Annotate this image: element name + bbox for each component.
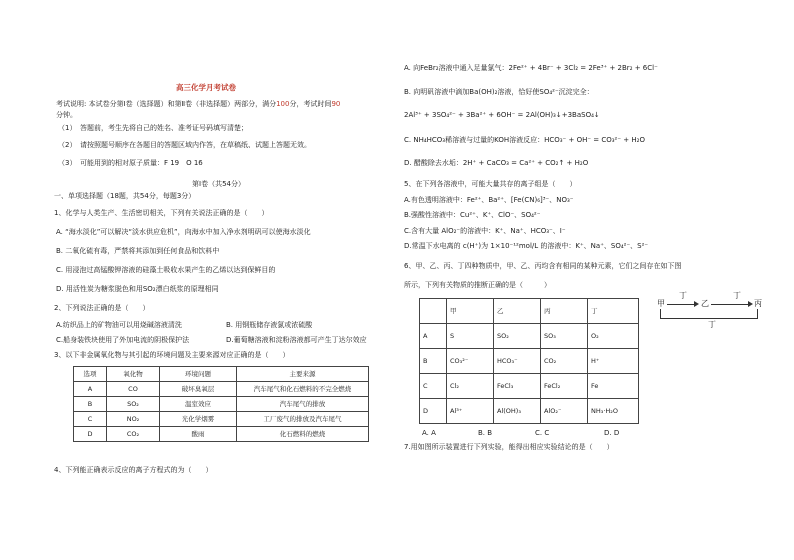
question-6-option-c: C. C	[535, 429, 550, 437]
arrow-bing-jia-bottom	[660, 318, 757, 319]
table-cell: A	[74, 382, 107, 397]
table-row	[74, 427, 369, 442]
note-3: （3） 可能用到的相对原子质量：F 19 O 16	[58, 159, 203, 167]
option-text: 沉淀完全：	[558, 88, 594, 96]
table-header-cell: 环境问题	[160, 367, 237, 382]
question-2-option-b: B. 用钢瓶储存液氯或浓硫酸	[226, 321, 313, 329]
table-cell: D	[420, 399, 447, 424]
question-5: 5、在下列各溶液中，可能大量共存的离子组是（ ）	[404, 180, 577, 188]
table-row	[420, 324, 639, 349]
table-row	[74, 382, 369, 397]
question-4-option-d: D. 醋酸除去水垢：2H⁺ + CaCO₃ = Ca²⁺ + CO₂↑ + H₂O	[404, 159, 589, 167]
question-1-option-a: A. “海水淡化”可以解决“淡水供应危机”，向海水中加入净水剂明矾可以使海水淡化	[56, 228, 311, 236]
table-header-cell: 主要来源	[237, 367, 369, 382]
table-row	[420, 399, 639, 424]
arrowhead-icon	[748, 301, 753, 307]
exam-intro-line1	[56, 100, 340, 109]
question-5-option-d: D.常温下水电离的 c(H⁺)为 1×10⁻¹²mol/L 的溶液中：K⁺、Na⁺、SO₄²⁻、S²⁻	[404, 242, 649, 250]
diagram-label-ding-2: 丁	[733, 291, 741, 300]
note-1: （1） 答题前，考生先将自己的姓名、准考证号码填写清楚；	[58, 124, 248, 132]
question-1-option-b: B. 二氧化硫有毒，严禁将其添加到任何食品和饮料中	[56, 247, 220, 255]
table-cell: S	[447, 324, 494, 349]
table-cell: SO₂	[494, 324, 541, 349]
table-cell: 酸雨	[160, 427, 237, 442]
arrow-jia-yi	[667, 304, 695, 305]
diagram-node-yi: 乙	[701, 299, 709, 308]
table-cell: NO₂	[107, 412, 160, 427]
table-header-cell: 丁	[588, 299, 639, 324]
table-header-cell: 甲	[447, 299, 494, 324]
diagram-label-ding-1: 丁	[679, 291, 687, 300]
table-cell: 汽车尾气的排放	[237, 397, 369, 412]
table-header-cell: 氧化物	[107, 367, 160, 382]
diagram-label-ding-3: 丁	[708, 320, 716, 329]
question-2-option-a: A.纺织品上的矿物油可以用烧碱溶液清洗	[56, 321, 182, 329]
exam-time: 90	[331, 100, 341, 108]
table-cell: FeCl₃	[494, 374, 541, 399]
question-1-option-c: C. 用浸泡过高锰酸钾溶液的硅藻土吸收水果产生的乙烯以达到保鲜目的	[56, 266, 276, 274]
table-header-cell: 选项	[74, 367, 107, 382]
part-heading: 第Ⅰ卷（共54分）	[192, 180, 245, 188]
table-cell: Al³⁺	[447, 399, 494, 424]
table-cell: SO₃	[541, 324, 588, 349]
table-cell: B	[74, 397, 107, 412]
question-1: 1、化学与人类生产、生活密切相关，下列有关说法正确的是（ ）	[54, 209, 269, 217]
table-cell: 光化学烟雾	[160, 412, 237, 427]
question-4-option-b-equation: 2Al³⁺ + 3SO₄²⁻ + 3Ba²⁺ + 6OH⁻ = 2Al(OH)₃↓+3BaSO₄↓	[404, 111, 600, 119]
question-2-option-d: D.葡萄糖溶液和淀粉溶液都可产生丁达尔效应	[226, 336, 367, 344]
formula: SO₂	[142, 285, 156, 293]
oxide-table	[73, 366, 369, 442]
question-4: 4、下列能正确表示反应的离子方程式的为（ ）	[54, 466, 213, 474]
option-text: 漂白纸浆的原理相同	[155, 285, 219, 293]
question-6-option-d: D. D	[604, 429, 620, 437]
question-6-line2: 所示，下列有关物质的推断正确的是（ ）	[404, 281, 551, 289]
formula: Ba(OH)₂	[469, 88, 498, 96]
formula: FeBr₂	[420, 64, 439, 72]
table-cell: 温室效应	[160, 397, 237, 412]
table-cell: C	[74, 412, 107, 427]
diagram-node-jia: 甲	[657, 299, 665, 308]
table-cell: Cl₂	[447, 374, 494, 399]
question-5-option-a: A.有色透明溶液中：Fe²⁺、Ba²⁺、[Fe(CN)₆]³⁻、NO₃⁻	[404, 196, 574, 204]
table-row	[74, 412, 369, 427]
option-text: B. 向明矾溶液中滴加	[404, 88, 470, 96]
table-cell: 汽车尾气和化石燃料的不完全燃烧	[237, 382, 369, 397]
table-header-cell: 乙	[494, 299, 541, 324]
exam-intro-line2: 分钟。	[56, 111, 77, 119]
table-cell: C	[420, 374, 447, 399]
table-row	[74, 397, 369, 412]
arrowhead-icon	[694, 301, 699, 307]
table-row	[420, 349, 639, 374]
question-7: 7.用如图所示装置进行下列实验，能得出相应实验结论的是（ ）	[404, 443, 614, 451]
question-4-option-c: C. NH₄HCO₃稀溶液与过量的KOH溶液反应：HCO₃⁻ + OH⁻ = CO₃²⁻ + H₂O	[404, 136, 645, 144]
table-cell: CO	[107, 382, 160, 397]
table-cell: 工厂废气的排放及汽车尾气	[237, 412, 369, 427]
section-heading: 一、单项选择题（18题，共54分，每题3分）	[54, 192, 196, 200]
question-4-option-b	[404, 88, 594, 97]
option-text: D. 用活性炭为糖浆脱色和用	[56, 285, 143, 293]
table-cell: HCO₃⁻	[494, 349, 541, 374]
diagram-node-bing: 丙	[754, 299, 762, 308]
option-text: A. 向	[404, 64, 421, 72]
table-cell: Al(OH)₃	[494, 399, 541, 424]
table-cell: A	[420, 324, 447, 349]
table-header-cell	[420, 299, 447, 324]
question-3: 3、以下非金属氧化物与其引起的环境问题及主要来源对应正确的是（ ）	[54, 351, 290, 359]
question-4-option-a	[404, 64, 658, 73]
table-header-row	[74, 367, 369, 382]
question-5-option-b: B.强酸性溶液中：Cu²⁺、K⁺、ClO⁻、SO₄²⁻	[404, 211, 541, 219]
intro-text: 考试说明: 本试卷分第Ⅰ卷（选择题）和第Ⅱ卷（非选择题）两部分，满分	[56, 100, 277, 108]
table-cell: NH₃·H₂O	[588, 399, 639, 424]
table-cell: CO₂	[107, 427, 160, 442]
full-score: 100	[276, 100, 290, 108]
table-cell: CO₂	[541, 349, 588, 374]
table-cell: B	[420, 349, 447, 374]
table-cell: 破坏臭氧层	[160, 382, 237, 397]
table-cell: H⁺	[588, 349, 639, 374]
question-6-option-b: B. B	[478, 429, 493, 437]
table-row	[420, 374, 639, 399]
substance-table	[419, 298, 639, 424]
arrow-bing-jia-right	[757, 309, 758, 319]
question-6-option-a: A. A	[422, 429, 436, 437]
question-5-option-c: C.含有大量 AlO₂⁻的溶液中：K⁺、Na⁺、HCO₃⁻、I⁻	[404, 227, 566, 235]
table-cell: FeCl₂	[541, 374, 588, 399]
table-cell: AlO₂⁻	[541, 399, 588, 424]
intro-text: 分，考试时间	[289, 100, 332, 108]
question-2: 2、下列说法正确的是（ ）	[54, 304, 150, 312]
table-cell: CO₃²⁻	[447, 349, 494, 374]
note-2: （2） 请按照题号顺序在各题目的答题区域内作答，在草稿纸、试题上答题无效。	[58, 141, 311, 149]
table-header-row	[420, 299, 639, 324]
arrow-yi-bing	[711, 304, 749, 305]
option-text: 溶液中通入足量氯气：2Fe²⁺ + 4Br⁻ + 3Cl₂ = 2Fe³⁺ + 2Br₂ + 6Cl⁻	[438, 64, 658, 72]
table-cell: Fe	[588, 374, 639, 399]
table-cell: 化石燃料的燃烧	[237, 427, 369, 442]
option-text: 溶液，恰好使	[497, 88, 540, 96]
formula: SO₄²⁻	[539, 88, 559, 96]
page-title: 高三化学月考试卷	[176, 83, 236, 92]
table-header-cell: 丙	[541, 299, 588, 324]
question-6-line1: 6、甲、乙、丙、丁四种物质中，甲、乙、丙均含有相同的某种元素，它们之间存在如下图	[404, 262, 682, 270]
table-cell: O₂	[588, 324, 639, 349]
table-cell: D	[74, 427, 107, 442]
table-cell: SO₂	[107, 397, 160, 412]
question-2-option-c: C.船身装铁块使用了外加电流的阴极保护法	[56, 336, 190, 344]
question-1-option-d	[56, 285, 219, 294]
